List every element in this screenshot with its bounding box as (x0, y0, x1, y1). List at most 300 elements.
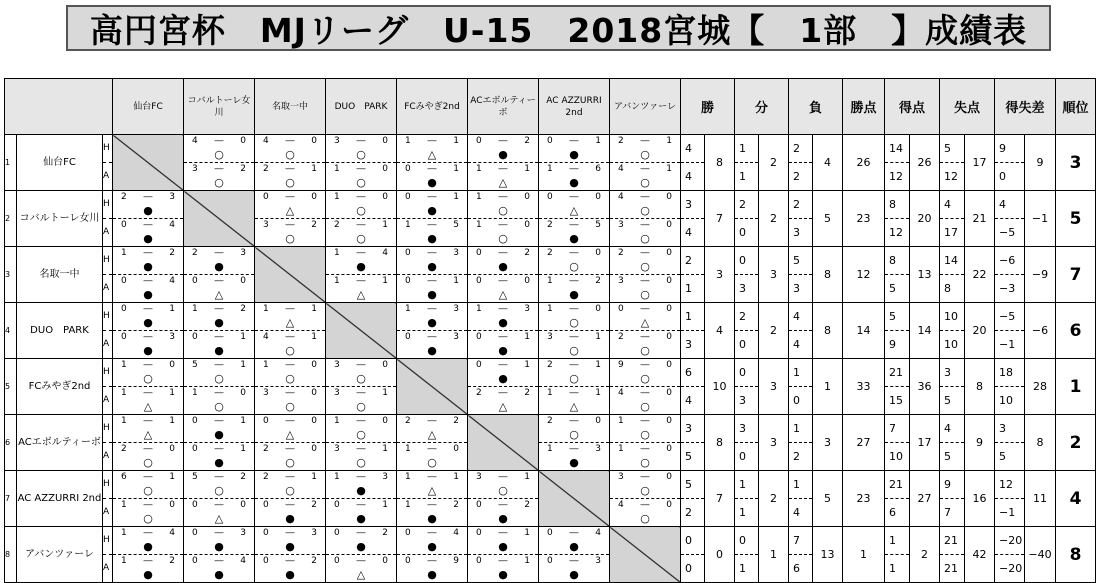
table-row (5, 359, 1096, 415)
score-dash: ― (214, 248, 224, 258)
score-own: 1 (121, 416, 127, 426)
gd-away: 10 (999, 394, 1013, 407)
score-opp: 2 (524, 500, 530, 510)
gd-home: −5 (995, 303, 1024, 331)
ga-home: 14 (940, 247, 964, 275)
home-result (113, 471, 183, 499)
score-opp: 0 (524, 276, 530, 286)
score-opp: 2 (169, 248, 175, 258)
match-cell (326, 135, 397, 191)
score-dash: ― (143, 360, 153, 370)
result-mark: ○ (640, 288, 650, 301)
score (263, 192, 317, 202)
match-cell (397, 527, 468, 583)
away-result (610, 499, 680, 526)
score-own: 0 (405, 528, 411, 538)
table-row (5, 247, 1096, 303)
away-label: A (103, 395, 110, 405)
ga-total: 9 (965, 415, 995, 471)
score-own: 2 (547, 220, 553, 230)
result-mark: ○ (143, 372, 153, 385)
ga-away: 12 (944, 170, 958, 183)
score-dash: ― (143, 472, 153, 482)
result-mark: ● (569, 456, 579, 469)
d-home: 1 (735, 135, 758, 163)
score-opp: 1 (169, 416, 175, 426)
match-cell (468, 303, 539, 359)
score (334, 248, 388, 258)
score (334, 220, 388, 230)
score-opp: 1 (666, 164, 672, 174)
score-opp: 0 (240, 276, 246, 286)
ga-away: 5 (944, 394, 951, 407)
ga-home: 3 (940, 359, 964, 387)
result-mark: ● (427, 204, 437, 217)
rank: 4 (1056, 471, 1096, 527)
points: 27 (843, 415, 885, 471)
ga-home: 21 (940, 527, 964, 555)
result-mark: △ (640, 316, 650, 329)
result-mark: ○ (285, 344, 295, 357)
d-away: 1 (739, 506, 746, 519)
gf-home: 8 (885, 247, 909, 275)
score-own: 4 (618, 164, 624, 174)
score (121, 248, 175, 258)
gd-split (995, 303, 1025, 359)
away-result (397, 163, 467, 190)
score-own: 2 (547, 360, 553, 370)
w-split (681, 135, 705, 191)
w-away: 1 (685, 282, 692, 295)
score-dash: ― (143, 220, 153, 230)
score-own: 0 (476, 276, 482, 286)
home-result (539, 303, 609, 331)
score-dash: ― (427, 500, 437, 510)
home-result (539, 415, 609, 443)
ga-away: 21 (944, 562, 958, 575)
score-dash: ― (640, 136, 650, 146)
score-dash: ― (214, 500, 224, 510)
home-result (184, 415, 254, 443)
ga-away: 10 (944, 338, 958, 351)
score (476, 528, 530, 538)
score-opp: 1 (524, 332, 530, 342)
ga-split (940, 135, 965, 191)
result-mark: ○ (498, 484, 508, 497)
score-opp: 1 (382, 276, 388, 286)
score-own: 3 (547, 332, 553, 342)
home-result (113, 359, 183, 387)
score-own: 0 (121, 332, 127, 342)
score-opp: 1 (666, 136, 672, 146)
score-opp: 1 (382, 220, 388, 230)
score (334, 164, 388, 174)
score-own: 0 (263, 528, 269, 538)
score (192, 332, 246, 342)
gf-away: 12 (889, 226, 903, 239)
w-home: 3 (681, 191, 704, 219)
score-opp: 0 (666, 444, 672, 454)
score (192, 416, 246, 426)
score-opp: 0 (666, 416, 672, 426)
score-dash: ― (285, 164, 295, 174)
home-result (468, 527, 538, 555)
score-dash: ― (427, 164, 437, 174)
score-opp: 0 (311, 136, 317, 146)
match-cell (184, 359, 255, 415)
w-away: 5 (685, 450, 692, 463)
away-result (113, 331, 183, 358)
score-opp: 2 (382, 528, 388, 538)
home-label: H (103, 247, 112, 275)
away-result (184, 555, 254, 582)
home-result (397, 471, 467, 499)
score-dash: ― (214, 444, 224, 454)
score-dash: ― (427, 332, 437, 342)
score (618, 500, 672, 510)
score-opp: 1 (453, 192, 459, 202)
score-opp: 0 (382, 192, 388, 202)
score (405, 500, 459, 510)
score-opp: 0 (666, 472, 672, 482)
gd-split (995, 247, 1025, 303)
ga-split (940, 527, 965, 583)
d-total: 2 (759, 303, 789, 359)
score-own: 1 (618, 444, 624, 454)
score (121, 360, 175, 370)
score-dash: ― (427, 276, 437, 286)
score-opp: 3 (382, 472, 388, 482)
score-own: 5 (192, 360, 198, 370)
home-result (184, 247, 254, 275)
score (334, 416, 388, 426)
ga-total: 42 (965, 527, 995, 583)
match-cell (326, 191, 397, 247)
score (334, 360, 388, 370)
score-dash: ― (214, 360, 224, 370)
result-mark: ● (143, 568, 153, 581)
w-home: 0 (681, 527, 704, 555)
w-home: 5 (681, 471, 704, 499)
w-away: 0 (685, 562, 692, 575)
w-split (681, 359, 705, 415)
match-cell (255, 303, 326, 359)
team-header: 名取一中 (255, 79, 326, 135)
match-cell (468, 527, 539, 583)
home-result (113, 191, 183, 219)
home-away-label (103, 135, 113, 191)
team-header: 仙台FC (113, 79, 184, 135)
score-dash: ― (640, 192, 650, 202)
gd-total: −9 (1025, 247, 1056, 303)
w-home: 3 (681, 415, 704, 443)
score-own: 3 (263, 388, 269, 398)
away-result (184, 443, 254, 470)
away-result (468, 387, 538, 414)
table-row (5, 415, 1096, 471)
score-dash: ― (569, 388, 579, 398)
result-mark: ○ (498, 204, 508, 217)
l-total: 3 (813, 415, 843, 471)
gd-split (995, 135, 1025, 191)
gf-split (885, 359, 910, 415)
result-mark: △ (285, 428, 295, 441)
team-name: 名取一中 (17, 247, 103, 303)
score-opp: 1 (240, 360, 246, 370)
score-own: 1 (405, 472, 411, 482)
score (476, 360, 530, 370)
table-row (5, 471, 1096, 527)
row-index: 8 (5, 527, 17, 583)
rank: 2 (1056, 415, 1096, 471)
home-result (610, 191, 680, 219)
home-result (468, 471, 538, 499)
score-own: 0 (405, 556, 411, 566)
result-mark: ● (498, 512, 508, 525)
d-home: 0 (735, 247, 758, 275)
score-dash: ― (285, 332, 295, 342)
away-result (326, 499, 396, 526)
match-cell (184, 471, 255, 527)
match-cell (397, 191, 468, 247)
score (547, 192, 601, 202)
score-opp: 0 (524, 192, 530, 202)
score-opp: 2 (595, 276, 601, 286)
score-own: 5 (192, 472, 198, 482)
score-own: 1 (121, 528, 127, 538)
score-opp: 0 (524, 220, 530, 230)
away-result (255, 163, 325, 190)
w-total: 0 (705, 527, 735, 583)
score-dash: ― (356, 164, 366, 174)
diagonal-cell (113, 135, 184, 191)
score-own: 1 (334, 164, 340, 174)
score-opp: 0 (169, 360, 175, 370)
score (618, 360, 672, 370)
score-dash: ― (285, 556, 295, 566)
result-mark: ○ (569, 316, 579, 329)
result-mark: ● (498, 568, 508, 581)
score-own: 2 (405, 416, 411, 426)
ga-away: 5 (944, 450, 951, 463)
d-total: 3 (759, 247, 789, 303)
score (547, 416, 601, 426)
score-dash: ― (569, 248, 579, 258)
score-opp: 3 (453, 248, 459, 258)
team-name: ACエボルティーボ (17, 415, 103, 471)
match-cell (113, 247, 184, 303)
home-result (539, 191, 609, 219)
score (263, 416, 317, 426)
score-dash: ― (498, 500, 508, 510)
d-total: 2 (759, 471, 789, 527)
match-cell (113, 415, 184, 471)
gd-split (995, 359, 1025, 415)
score (547, 556, 601, 566)
score-dash: ― (214, 556, 224, 566)
rank: 1 (1056, 359, 1096, 415)
gf-away: 6 (889, 506, 896, 519)
score-opp: 2 (240, 164, 246, 174)
score-opp: 2 (311, 556, 317, 566)
result-mark: ○ (356, 428, 366, 441)
l-home: 4 (789, 303, 812, 331)
score-own: 0 (476, 332, 482, 342)
score-dash: ― (356, 444, 366, 454)
w-split (681, 527, 705, 583)
score (121, 220, 175, 230)
score (618, 444, 672, 454)
stat-header-rank: 順位 (1056, 79, 1096, 135)
away-label: A (103, 563, 110, 573)
gd-away: 5 (999, 450, 1006, 463)
home-result (184, 471, 254, 499)
gd-home: 12 (995, 471, 1024, 499)
result-mark: ● (356, 260, 366, 273)
ga-total: 20 (965, 303, 995, 359)
score-dash: ― (640, 472, 650, 482)
score-opp: 1 (169, 388, 175, 398)
away-result (184, 275, 254, 302)
home-label: H (103, 527, 112, 555)
l-home: 1 (789, 471, 812, 499)
l-total: 1 (813, 359, 843, 415)
d-total: 1 (759, 527, 789, 583)
w-split (681, 247, 705, 303)
d-split (735, 191, 759, 247)
away-result (397, 331, 467, 358)
score-own: 0 (263, 500, 269, 510)
result-mark: ○ (214, 372, 224, 385)
row-index: 7 (5, 471, 17, 527)
score-dash: ― (498, 276, 508, 286)
match-cell (113, 359, 184, 415)
match-cell (113, 303, 184, 359)
score-opp: 0 (595, 304, 601, 314)
result-mark: ○ (143, 484, 153, 497)
score-opp: 0 (666, 388, 672, 398)
home-result (539, 527, 609, 555)
score-opp: 0 (382, 136, 388, 146)
home-result (397, 527, 467, 555)
result-mark: ● (427, 260, 437, 273)
team-name: アバンツァーレ (17, 527, 103, 583)
home-away-label (103, 359, 113, 415)
score (618, 388, 672, 398)
gd-away: −1 (999, 338, 1016, 351)
match-cell (255, 527, 326, 583)
score-own: 0 (192, 332, 198, 342)
match-cell (326, 471, 397, 527)
home-result (397, 247, 467, 275)
gf-total: 20 (910, 191, 940, 247)
away-result (397, 443, 467, 470)
match-cell (539, 415, 610, 471)
result-mark: ○ (640, 456, 650, 469)
score-own: 1 (476, 164, 482, 174)
result-mark: ● (356, 540, 366, 553)
score-opp: 0 (169, 444, 175, 454)
gd-home: −20 (995, 527, 1024, 555)
score-opp: 2 (453, 500, 459, 510)
score-dash: ― (143, 416, 153, 426)
score-own: 1 (121, 388, 127, 398)
home-result (113, 415, 183, 443)
home-result (610, 303, 680, 331)
score-opp: 3 (240, 248, 246, 258)
score-opp: 2 (240, 472, 246, 482)
team-header: ACエボルティーボ (468, 79, 539, 135)
result-mark: ○ (569, 428, 579, 441)
gf-total: 2 (910, 527, 940, 583)
result-mark: ○ (285, 484, 295, 497)
away-result (326, 163, 396, 190)
gf-home: 21 (885, 359, 909, 387)
away-result (468, 555, 538, 582)
gf-total: 27 (910, 471, 940, 527)
score-dash: ― (214, 304, 224, 314)
score-own: 0 (547, 556, 553, 566)
away-result (326, 275, 396, 302)
score-opp: 0 (595, 416, 601, 426)
result-mark: ○ (356, 400, 366, 413)
result-mark: ○ (640, 372, 650, 385)
away-label: A (103, 283, 110, 293)
w-total: 7 (705, 471, 735, 527)
score-opp: 0 (311, 360, 317, 370)
score-opp: 0 (382, 416, 388, 426)
away-result (610, 219, 680, 246)
score (405, 528, 459, 538)
score-own: 0 (476, 136, 482, 146)
home-result (468, 303, 538, 331)
result-mark: ○ (356, 148, 366, 161)
score-dash: ― (143, 192, 153, 202)
match-cell (539, 303, 610, 359)
score-own: 2 (547, 416, 553, 426)
row-index: 2 (5, 191, 17, 247)
score-own: 0 (334, 500, 340, 510)
away-result (255, 219, 325, 246)
result-mark: ○ (640, 484, 650, 497)
score-dash: ― (427, 220, 437, 230)
away-result (113, 555, 183, 582)
w-split (681, 191, 705, 247)
score-own: 1 (121, 556, 127, 566)
score-dash: ― (569, 164, 579, 174)
score-dash: ― (285, 528, 295, 538)
home-result (539, 359, 609, 387)
away-label: A (103, 451, 110, 461)
away-result (326, 219, 396, 246)
result-mark: △ (569, 400, 579, 413)
result-mark: △ (427, 428, 437, 441)
score (476, 276, 530, 286)
gd-away: −20 (999, 562, 1023, 575)
result-mark: ● (427, 316, 437, 329)
gd-total: −1 (1025, 191, 1056, 247)
score-opp: 0 (666, 192, 672, 202)
away-result (468, 163, 538, 190)
away-result (539, 219, 609, 246)
score (618, 472, 672, 482)
l-home: 2 (789, 191, 812, 219)
l-total: 4 (813, 135, 843, 191)
score-own: 1 (334, 416, 340, 426)
away-result (468, 331, 538, 358)
gf-home: 21 (885, 471, 909, 499)
score-own: 0 (334, 556, 340, 566)
